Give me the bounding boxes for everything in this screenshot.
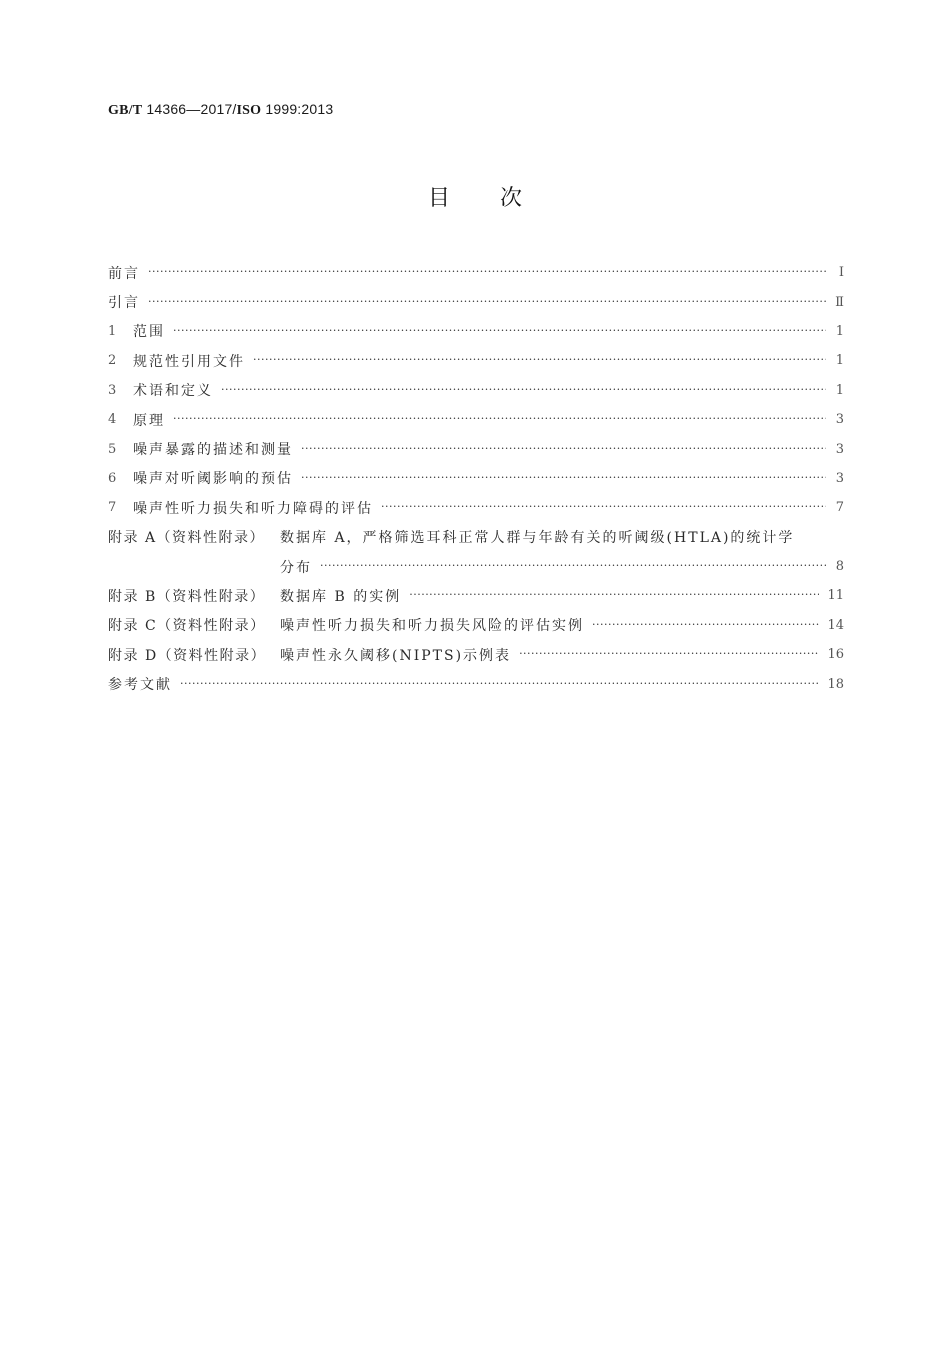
toc-entry-annex-c[interactable] bbox=[108, 611, 844, 640]
toc-entry-page: Ⅰ bbox=[838, 265, 844, 281]
toc-entry-page: 1 bbox=[835, 382, 844, 398]
toc-entry-6[interactable] bbox=[108, 464, 844, 493]
toc-entry-page: 1 bbox=[835, 323, 844, 339]
iso-prefix: ISO bbox=[236, 103, 262, 118]
standard-code bbox=[108, 101, 333, 119]
toc-entry-7[interactable] bbox=[108, 493, 844, 522]
toc-entry-annex-d[interactable] bbox=[108, 640, 844, 669]
toc-entry-label: 噪声对听阈影响的预估 bbox=[133, 471, 293, 488]
toc-entry-page: 3 bbox=[835, 412, 844, 428]
toc-entry-annex-a[interactable] bbox=[108, 523, 844, 552]
annex-prefix: 附录 B（资料性附录） bbox=[108, 588, 266, 605]
toc-entry-foreword[interactable] bbox=[108, 258, 844, 287]
toc-entry-page: 11 bbox=[827, 588, 844, 604]
leader-dots bbox=[148, 265, 826, 278]
leader-dots bbox=[301, 471, 826, 484]
toc-entry-page: 14 bbox=[827, 617, 844, 633]
toc-entry-label: 引言 bbox=[108, 295, 140, 312]
toc-entry-page: 16 bbox=[827, 647, 844, 663]
toc-entry-page: 3 bbox=[835, 470, 844, 486]
toc-entry-5[interactable] bbox=[108, 434, 844, 463]
toc-entry-label: 规范性引用文件 bbox=[133, 353, 245, 370]
toc-entry-number: 2 bbox=[108, 353, 117, 369]
leader-dots bbox=[221, 383, 826, 396]
toc-entry-label: 术语和定义 bbox=[133, 383, 213, 400]
toc-entry-number: 6 bbox=[108, 470, 117, 486]
leader-dots bbox=[253, 353, 826, 366]
toc-entry-label: 噪声暴露的描述和测量 bbox=[133, 442, 293, 459]
toc-entry-number: 5 bbox=[108, 441, 117, 457]
toc-entry-page: 8 bbox=[835, 559, 844, 575]
toc-entry-number: 4 bbox=[108, 412, 117, 428]
toc-entry-annex-b[interactable] bbox=[108, 581, 844, 610]
toc-entry-introduction[interactable] bbox=[108, 287, 844, 316]
leader-dots bbox=[320, 559, 826, 572]
leader-dots bbox=[180, 677, 819, 690]
leader-dots bbox=[173, 412, 826, 425]
toc-entry-page: 3 bbox=[835, 441, 844, 457]
toc-entry-2[interactable] bbox=[108, 346, 844, 375]
toc-entry-4[interactable] bbox=[108, 405, 844, 434]
iso-number: 1999:2013 bbox=[261, 101, 334, 117]
page-title: 目次 bbox=[427, 186, 572, 211]
leader-dots bbox=[381, 500, 826, 513]
toc-entry-number: 7 bbox=[108, 500, 117, 516]
leader-dots bbox=[301, 442, 826, 455]
annex-prefix: 附录 D（资料性附录） bbox=[108, 647, 267, 664]
toc-entry-bibliography[interactable] bbox=[108, 669, 844, 698]
toc-entry-annex-a-continued[interactable] bbox=[108, 552, 844, 581]
toc-entry-1[interactable] bbox=[108, 317, 844, 346]
toc-entry-label: 数据库 A，严格筛选耳科正常人群与年龄有关的听阈级(HTLA)的统计学 bbox=[280, 530, 795, 547]
toc-entry-label: 前言 bbox=[108, 265, 140, 282]
toc-entry-label: 数据库 B 的实例 bbox=[280, 588, 402, 605]
toc-entry-label: 分布 bbox=[280, 559, 312, 576]
toc-entry-number: 1 bbox=[108, 323, 117, 339]
toc-entry-3[interactable] bbox=[108, 376, 844, 405]
toc-entry-page: 7 bbox=[835, 500, 844, 516]
toc-entry-page: 1 bbox=[835, 353, 844, 369]
toc-entry-label: 原理 bbox=[133, 412, 165, 429]
leader-dots bbox=[173, 324, 826, 337]
table-of-contents bbox=[108, 258, 844, 699]
toc-entry-page: Ⅱ bbox=[835, 294, 844, 310]
annex-prefix: 附录 A（资料性附录） bbox=[108, 530, 266, 547]
annex-prefix: 附录 C（资料性附录） bbox=[108, 618, 266, 635]
toc-entry-label: 噪声性听力损失和听力障碍的评估 bbox=[133, 500, 373, 517]
standard-prefix: GB/T bbox=[108, 103, 143, 118]
toc-entry-label: 范围 bbox=[133, 324, 165, 341]
toc-entry-page: 18 bbox=[827, 676, 844, 692]
toc-entry-label: 噪声性永久阈移(NIPTS)示例表 bbox=[280, 647, 512, 664]
toc-entry-number: 3 bbox=[108, 382, 117, 398]
toc-entry-label: 参考文献 bbox=[108, 677, 172, 694]
leader-dots bbox=[519, 647, 819, 660]
standard-number: 14366—2017/ bbox=[142, 101, 237, 117]
leader-dots bbox=[148, 295, 826, 308]
toc-entry-label: 噪声性听力损失和听力损失风险的评估实例 bbox=[280, 618, 584, 635]
leader-dots bbox=[409, 588, 819, 601]
leader-dots bbox=[592, 618, 819, 631]
